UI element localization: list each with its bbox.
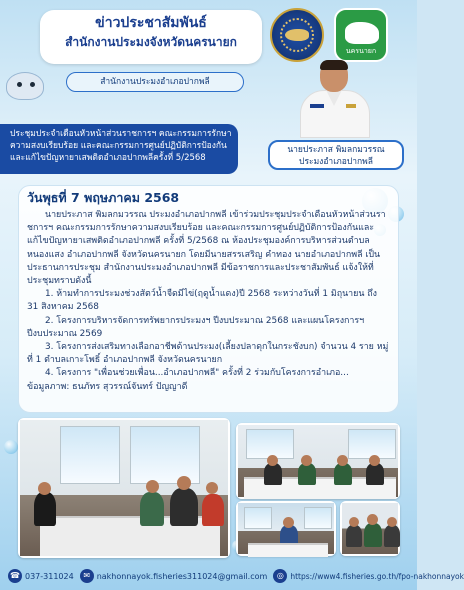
department-of-fisheries-logo-icon <box>270 8 324 62</box>
official-name: นายประภาส พิมลกมวรรณ <box>287 145 385 155</box>
footer-phone: 037-311024 <box>25 571 74 581</box>
province-logo-label: นครนายก <box>345 47 377 55</box>
header-title: ข่าวประชาสัมพันธ์ <box>95 15 207 31</box>
nakhon-nayok-logo-icon <box>334 8 388 62</box>
article-date: วันพุธที่ 7 พฤษภาคม 2568 <box>27 190 180 205</box>
globe-icon: ◎ <box>273 569 287 583</box>
meeting-photo-2 <box>236 423 400 499</box>
article-item-2: 2. โครงการบริหารจัดการทรัพยากรประมงฯ ปีงบประมาณ 2568 และแผนโครงการฯ ปีงบประมาณ 2569 <box>27 315 365 339</box>
contact-footer <box>0 562 464 590</box>
meeting-photo-3 <box>236 501 336 556</box>
header-subtitle: สำนักงานประมงจังหวัดนครนายก <box>65 35 237 49</box>
fish-mascot-icon <box>2 64 48 104</box>
official-position: ประมงอำเภอปากพลี <box>299 157 373 167</box>
header-card <box>40 10 262 64</box>
article-content <box>18 185 399 413</box>
article-item-4: 4. โครงการ "เพื่อนช่วยเพื่อน...อำเภอปากพลี" ครั้งที่ 2 ร่วมกับโครงการอำเภอ... <box>45 368 349 379</box>
footer-email: nakhonnayok.fisheries311024@gmail.com <box>96 571 268 581</box>
footer-website: https://www4.fisheries.go.th/fpo-nakhonnayok <box>290 571 464 581</box>
official-portrait <box>298 60 372 138</box>
photo-credit: ข้อมูลภาพ: ธนภัทร สุวรรณ์จันทร์ ปัญญาดี <box>27 381 188 392</box>
office-label: สำนักงานประมงอำเภอปากพลี <box>66 72 244 92</box>
meeting-photo-1 <box>18 418 230 558</box>
article-item-1: 1. ห้ามทำการประมงช่วงสัตว์น้ำจืดมีไข่(ฤดูน้ำแดง)ปี 2568 ระหว่างวันที่ 1 มิถุนายน ถึง 31 สิงหาคม 2568 <box>27 289 377 313</box>
official-name-card <box>268 140 404 170</box>
meeting-photo-4 <box>340 501 400 556</box>
meeting-banner: ประชุมประจำเดือนหัวหน้าส่วนราชการฯ คณะกรรมการรักษาความสงบเรียบร้อย และคณะกรรมการศูนย์ปฏิบัติการป้องกันและแก้ไขปัญหายาเสพติดอำเภอปากพลีครั้งที่ 5/2568 <box>0 124 238 174</box>
phone-icon: ☎ <box>8 569 22 583</box>
decorative-bubble <box>4 440 18 454</box>
email-icon: ✉ <box>80 569 94 583</box>
article-item-3: 3. โครงการส่งเสริมทางเลือกอาชีพด้านประมง(เลี้ยงปลาดุกในกระชังบก) จำนวน 4 ราย หมู่ที่ 1 ตำบลเกาะโพธิ์ อำเภอปากพลี จังหวัดนครนายก <box>27 342 389 366</box>
article-body: นายประภาส พิมลกมวรรณ ประมงอำเภอปากพลี เข้าร่วมประชุมประจำเดือนหัวหน้าส่วนราชการฯ คณะกรรมการรักษาความสงบเรียบร้อย และคณะกรรมการศูนย์ปฏิบัติการป้องกันและแก้ไขปัญหายาเสพติดอำเภอปากพลี ครั้งที่ 5/2568 ณ ห้องประชุมองค์การบริหารส่วนตำบลหนองแสง อำเภอปากพลี จังหวัดนครนายก โดยมีนายสรรเสริญ คำทอง นายอำเภอปากพลี เป็นประธานการประชุม สำนักงานประมงอำเภอปากพลี มีข้อราชการและประชาสัมพันธ์ แจ้งให้ที่ประชุมทราบดังนี้ <box>27 210 386 287</box>
